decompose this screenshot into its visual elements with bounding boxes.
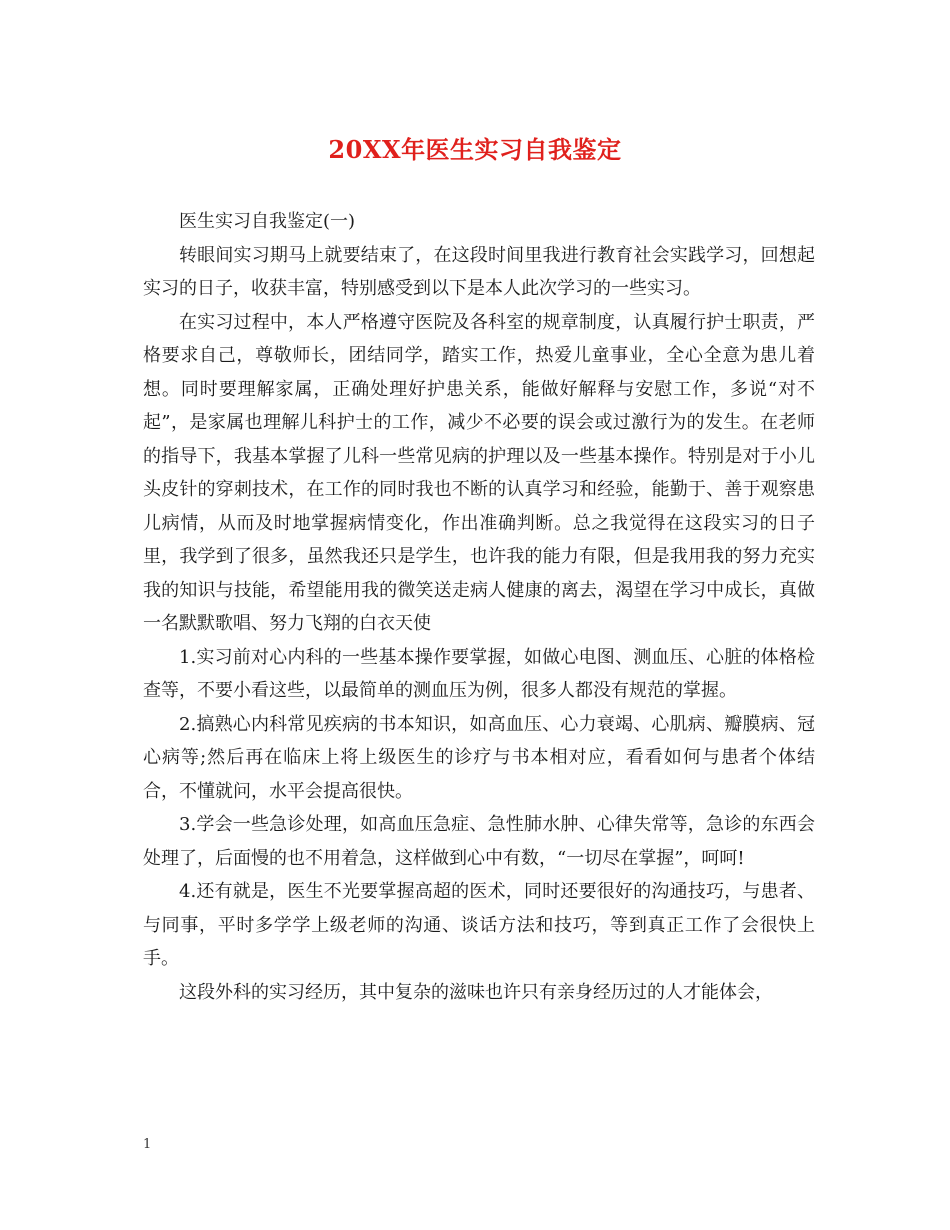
paragraph-intro: 转眼间实习期马上就要结束了，在这段时间里我进行教育社会实践学习，回想起实习的日子，收获丰富，特别感受到以下是本人此次学习的一些实习。 bbox=[143, 244, 815, 299]
paragraph-point-4: 4.还有就是，医生不光要掌握高超的医术，同时还要很好的沟通技巧，与患者、与同事，平时多学学上级老师的沟通、谈话方法和技巧，等到真正工作了会很快上手。 bbox=[143, 881, 815, 969]
paragraph-surgery: 这段外科的实习经历，其中复杂的滋味也许只有亲身经历过的人才能体会， bbox=[179, 981, 773, 1003]
document-body bbox=[143, 205, 815, 1009]
paragraph-point-2: 2.搞熟心内科常见疾病的书本知识，如高血压、心力衰竭、心肌病、瓣膜病、冠心病等;然后再在临床上将上级医生的诊疗与书本相对应，看看如何与患者个体结合，不懂就问，水平会提高很快。 bbox=[143, 713, 815, 802]
page-number: 1 bbox=[143, 1137, 152, 1152]
paragraph-point-3: 3.学会一些急诊处理，如高血压急症、急性肺水肿、心律失常等，急诊的东西会处理了，后面慢的也不用着急，这样做到心中有数，“一切尽在掌握”，呵呵! bbox=[143, 814, 815, 869]
paragraph-point-1: 1.实习前对心内科的一些基本操作要掌握，如做心电图、测血压、心脏的体格检查等，不要小看这些，以最简单的测血压为例，很多人都没有规范的掌握。 bbox=[143, 646, 815, 701]
paragraph-experience: 在实习过程中，本人严格遵守医院及各科室的规章制度，认真履行护士职责，严格要求自己，尊敬师长，团结同学，踏实工作，热爱儿童事业，全心全意为患儿着想。同时要理解家属，正确处理好护患关系，能做好解释与安慰工作，多说“对不起”，是家属也理解儿科护士的工作，减少不必要的误会或过激行为的发生。在老师的指导下，我基本掌握了儿科一些常见病的护理以及一些基本操作。特别是对于小儿头皮针的穿刺技术，在工作的同时我也不断的认真学习和经验，能勤于、善于观察患儿病情，从而及时地掌握病情变化，作出准确判断。总之我觉得在这段实习的日子里，我学到了很多，虽然我还只是学生，也许我的能力有限，但是我用我的努力充实我的知识与技能，希望能用我的微笑送走病人健康的离去，渴望在学习中成长，真做一名默默歌唱、努力飞翔的白衣天使 bbox=[143, 311, 815, 634]
document-title: 20XX年医生实习自我鉴定 bbox=[328, 135, 622, 164]
paragraph-subtitle: 医生实习自我鉴定(一) bbox=[179, 211, 356, 232]
